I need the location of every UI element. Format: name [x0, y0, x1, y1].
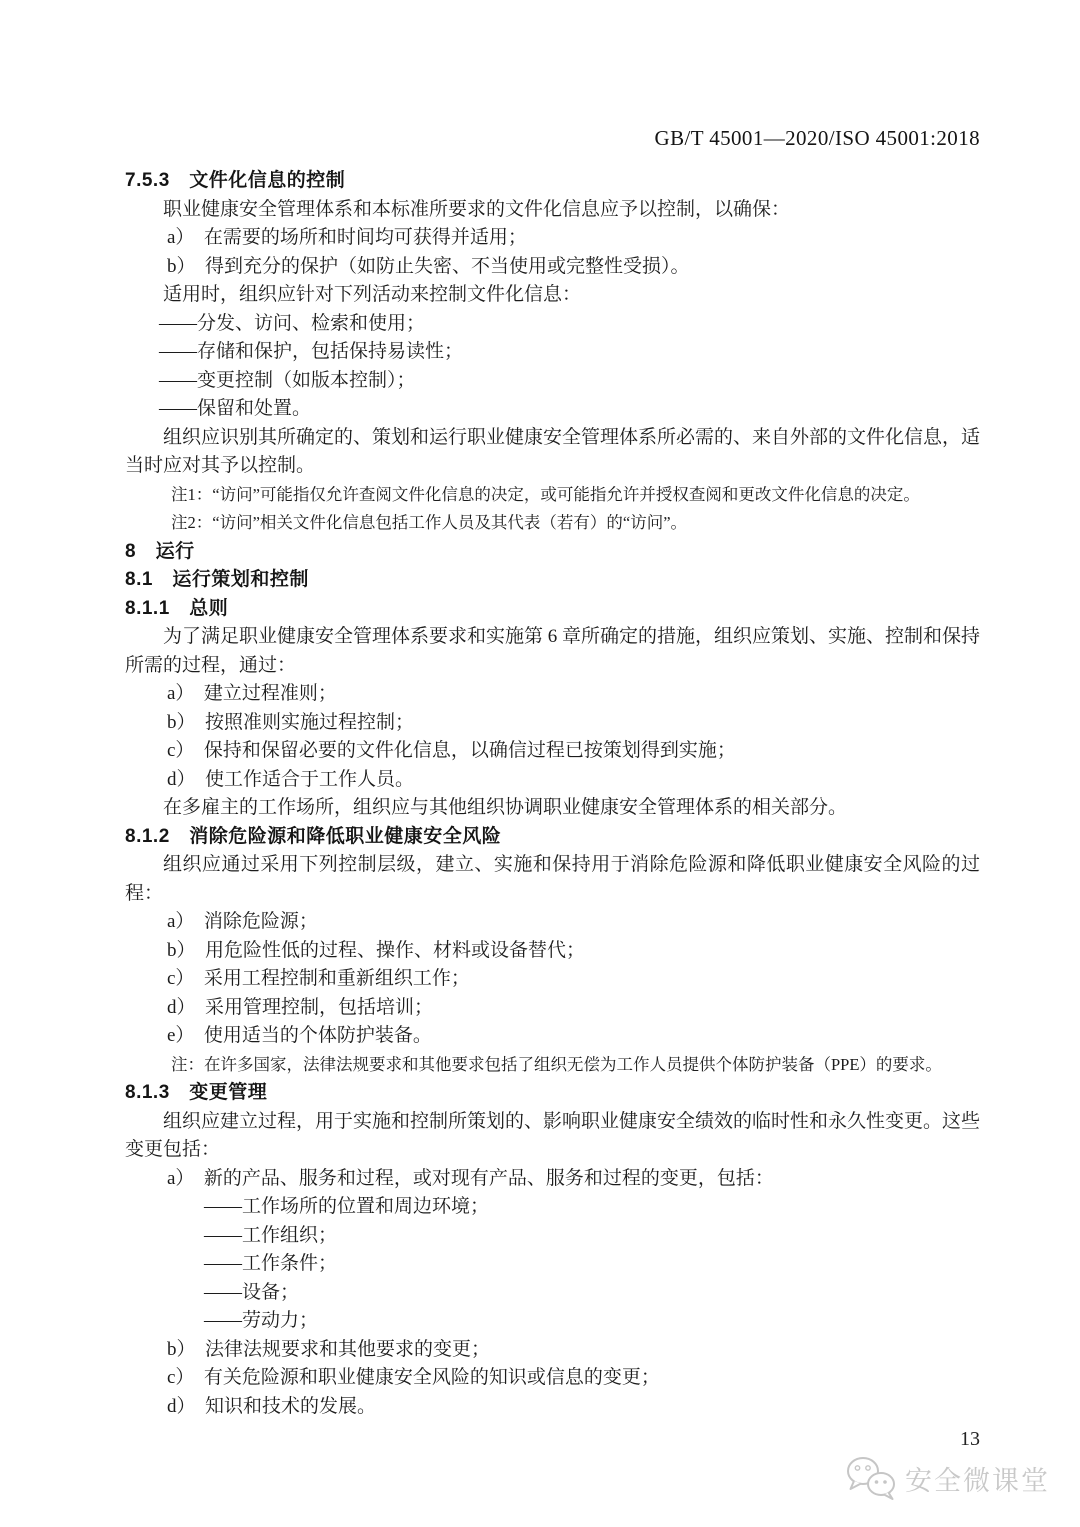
- list-item-a: a） 消除危险源；: [167, 911, 318, 932]
- heading-8: 8 运行: [125, 540, 195, 562]
- paragraph: 组织应通过采用下列控制层级，建立、实施和保持用于消除危险源和降低职业健康安全风险的过程：: [125, 854, 980, 904]
- list-item-d: d） 采用管理控制，包括培训；: [167, 996, 434, 1018]
- list-item-b: b） 用危险性低的过程、操作、材料或设备替代；: [167, 939, 586, 961]
- page-number: 13: [960, 1428, 980, 1450]
- dash-item: ——工作组织；: [204, 1224, 338, 1246]
- heading-7-5-3: 7.5.3 文件化信息的控制: [125, 170, 346, 191]
- note-1: 注1：“访问”可能指仅允许查阅文件化信息的决定，或可能指允许并授权查阅和更改文件化信息的决定。: [171, 484, 920, 504]
- list-item-a: a） 在需要的场所和时间均可获得并适用；: [167, 227, 527, 248]
- heading-8-1-3: 8.1.3 变更管理: [125, 1082, 268, 1103]
- list-item-c: c） 有关危险源和职业健康安全风险的知识或信息的变更；: [167, 1367, 660, 1388]
- list-item-a: a） 新的产品、服务和过程，或对现有产品、服务和过程的变更，包括：: [167, 1167, 774, 1189]
- list-item-c: c） 保持和保留必要的文件化信息，以确信过程已按策划得到实施；: [167, 740, 736, 761]
- standard-code-header: GB/T 45001—2020/ISO 45001:2018: [654, 126, 980, 150]
- dash-item: ——存储和保护，包括保持易读性；: [159, 341, 464, 362]
- heading-8-1-2: 8.1.2 消除危险源和降低职业健康安全风险: [125, 825, 502, 847]
- dash-item: ——分发、访问、检索和使用；: [159, 312, 426, 334]
- list-item-d: d） 知识和技术的发展。: [167, 1395, 377, 1417]
- list-item-e: e） 使用适当的个体防护装备。: [167, 1025, 432, 1046]
- note: 注：在许多国家，法律法规要求和其他要求包括了组织无偿为工作人员提供个体防护装备（PPE）的要求。: [171, 1054, 942, 1074]
- document-content: [125, 126, 980, 1421]
- paragraph: 职业健康安全管理体系和本标准所要求的文件化信息应予以控制，以确保：: [163, 198, 791, 220]
- dash-item: ——工作条件；: [204, 1253, 338, 1274]
- note-2: 注2：“访问”相关文件化信息包括工作人员及其代表（若有）的“访问”。: [171, 513, 688, 532]
- chat-bubbles-icon: [844, 1455, 898, 1501]
- dash-item: ——劳动力；: [204, 1310, 319, 1331]
- list-item-b: b） 法律法规要求和其他要求的变更；: [167, 1338, 491, 1360]
- dash-item: ——设备；: [204, 1281, 300, 1303]
- dash-item: ——工作场所的位置和周边环境；: [204, 1196, 490, 1217]
- dash-item: ——变更控制（如版本控制）；: [159, 369, 416, 391]
- list-item-d: d） 使工作适合于工作人员。: [167, 768, 415, 790]
- heading-8-1: 8.1 运行策划和控制: [125, 569, 309, 590]
- list-item-b: b） 按照准则实施过程控制；: [167, 711, 415, 733]
- list-item-c: c） 采用工程控制和重新组织工作；: [167, 968, 470, 989]
- list-item-b: b） 得到充分的保护（如防止失密、不当使用或完整性受损）。: [167, 255, 690, 277]
- paragraph: 为了满足职业健康安全管理体系要求和实施第 6 章所确定的措施，组织应策划、实施、控制和保持所需的过程，通过：: [125, 626, 981, 676]
- list-item-a: a） 建立过程准则；: [167, 683, 337, 704]
- dash-item: ——保留和处置。: [159, 398, 312, 419]
- watermark-label: 安全微课堂: [905, 1465, 1050, 1496]
- paragraph: 适用时，组织应针对下列活动来控制文件化信息：: [163, 284, 582, 305]
- paragraph: 组织应建立过程，用于实施和控制所策划的、影响职业健康安全绩效的临时性和永久性变更。这些变更包括：: [125, 1110, 981, 1160]
- watermark: [844, 1455, 1050, 1501]
- paragraph: 在多雇主的工作场所，组织应与其他组织协调职业健康安全管理体系的相关部分。: [163, 797, 848, 818]
- heading-8-1-1: 8.1.1 总则: [125, 597, 229, 619]
- paragraph: 组织应识别其所确定的、策划和运行职业健康安全管理体系所必需的、来自外部的文件化信息，适当时应对其予以控制。: [125, 426, 981, 476]
